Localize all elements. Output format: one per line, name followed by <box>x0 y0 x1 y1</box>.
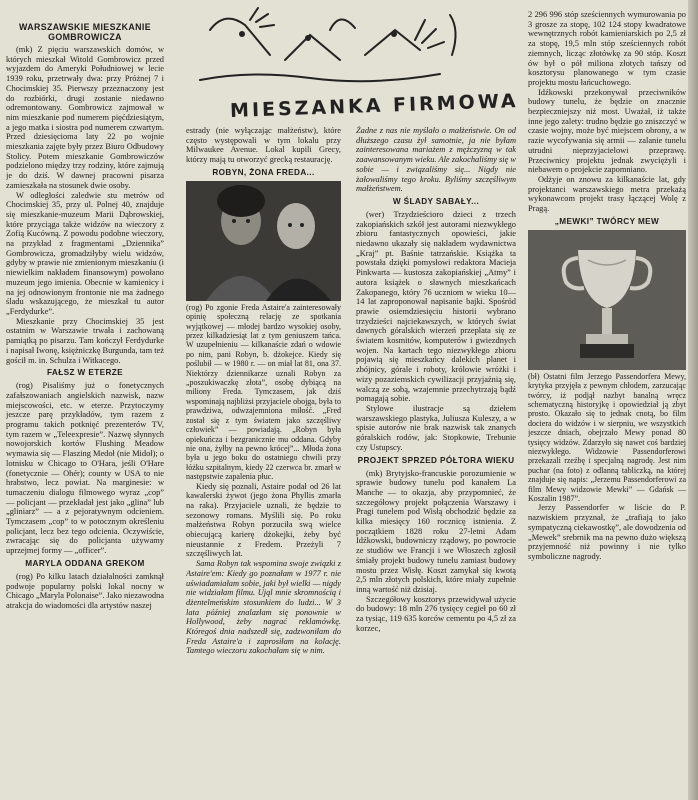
article-text: Jerzy Passendorfer w liście do P. nazwiskiem przyznał, że „trafiają to jako sympatyczną ciekawostkę”, ale dowodzenia od „Mewek” srebrnik ma na pewno dużo większą przyjemność niż powinny i nie tylko symboliczne nagrody. <box>528 503 686 561</box>
article-text: (mk) Brytyjsko-francuskie porozumienie w sprawie budowy tunelu pod kanałem La Manche — to okazja, aby przypomnieć, że szczegółowy projekt połączenia Warszawy i Pragi tunelem pod Wisłą obchodzić będzie za kilka miesięcy 160 rocznicę istnienia. Z początkiem 1828 roku 27-letni Adam Idźkowski, budowniczy rządowy, po powrocie ze studiów we Francji i we Włoszech zgłosił śmiały projekt budowy tunelu zamiast budowy mostu przez Wisłę. Koszt zamykał się kwotą 2,5 mln złotych polskich, które miały zupełnie inną wartość niż dzisiaj. <box>356 468 516 594</box>
headline-mewki: „MEWKI” TWÓRCY MEW <box>554 216 660 226</box>
article-text: (mk) Z pięciu warszawskich domów, w których mieszkał Witold Gombrowicz przed wyjazdem do Ameryki Południowej w lecie 1939 roku, przetrwały dwa: przy Próżnej 7 i Chocimskiej 35. Pierwszy przeznaczony jest do rozbiórki, drugi zostanie niedawno odremontowany. Gombrowicz zajmował w nim mieszkanie pod numerem pięćdziesiątym, a jego matka i siostra pod numerem czwartym. Przed dziesięcioma laty 22 po wojnie mieszkania zajęte były przez Biuro Odbudowy Stolicy. Potem mieszkanie Gombrowiczów podzielono między trzy rodziny, które zajmują je do dziś. W dawnej pracowni pisarza zamieszkała na stosunek dwie osoby. <box>6 45 164 190</box>
column-4 <box>528 10 686 800</box>
headline-robyn: ROBYN, ŻONA FREDA... <box>212 167 315 177</box>
article-text: (rog) Pisaliśmy już o fonetycznych zafałszowaniach angielskich nazwisk, nazw miejscowości, etc. w eterze. Przytoczymy jeszcze parę przykładów, tym razem z programu takich potknięć prezenterów TV, tym razem w „Teleexpresie”. Nazwę słynnych nowojorskich kortów Flushing Meadow wymawia się — Flaszing Medoł (nie Midoł); o lotnisku w Chicago to O'Hara, jeśli O'Hare (fonetycznie — Ohér); county w USA to nie hrabstwo, lecz powiat. Na marginesie: w tumaczeniu dialogu filmowego wyraz „cop” — policjant — przekładał jest jako „glina” lub „gliniarz” — a z pejoratywnym odcieniem. Tymczasem „cop” to w potocznym określeniu policjant, lecz bez tego odcienia. Oczywiście, zwracając się do policjanta używamy uprzejmej formy — „officer”. <box>6 381 164 556</box>
article-text: (wer) Trzydzieściorо dzieci z trzech zakopiańskich szkół jest autorami niezwykłego zbioru fantastycznych opowieści, jakie niedawno ukazały się nakładem wydawnictwa „Kraj” pt. Baśnie tatrzańskie. Książka ta powstała dzięki pomysłowi redaktora Macieja Pinkwarta — kustosza zakopiańskiej „Atmy” i autora książek o sławnych mieszkańcach Zakopanego, który 76 uczniom w wieku 10—14 lat zaproponował napisanie bajki. Spośród prawie osiemdziesięciu historii wybrano trzydzieści najciekawszych, w których świat dawnych góralskich wierzeń przeplata się ze światem kosmitów, komputerów i gwiezdnych wojen. Na kartach tego niezwykłego zbioru pojawią się mieszkańcy dalekich planet i zbójnicy, górale i roboty, królowie wróżki i wizy pozaziemskich cywilizacji przyjaźnią się, walczą ze sobą, wzajemnie przechytrzają bądź pomagają sobie. <box>356 209 516 404</box>
photo-credit: (rog) <box>186 302 202 312</box>
column-1 <box>6 0 164 800</box>
section-title: MIESZANKA FIRMOWA <box>229 89 519 123</box>
headline-gombrowicz: WARSZAWSKIE MIESZKANIE GOMBROWICZA <box>19 22 151 42</box>
article-text: Szczegółowy kosztorys przewidywał użycie do budowy: 18 mln 276 tysięcy cegieł po 60 zł za tysiąc, 119 635 korców cementu po 4,5 zł za korzec, <box>356 594 516 633</box>
headline-projekt: PROJEKT SPRZED PÓŁTORA WIEKU <box>357 455 515 465</box>
article-text: Po zgonie Freda Astaire'a zainteresowały opinię społeczną relację ze spotkania wyjątkowej — młodej bardzo wysokiej osoby, przez kilkadziesiąt lat z tym geniuszem tańca. W uzupełnieniu — kilkanaście zdań o wdowie po nim, pani Robyn, b. dżokejce. Kiedy się poślubił — w 1980 r. — on miał lat 81, ona 37. Niektórzy dziennikarze uznali Robyn za „poszukiwaczkę złota”, osobę dybiącą na miliony Freda. Tymczasem, jak dziś wspominają najbliżsi przyjaciele obojga, była to prawdziwa, odwzajemniona miłość. „Fred został się z tym światem jako szczęśliwy człowiek” — powiadają. „Robyn była opiekuńcza i bezgranicznie mu oddana. Gdyby nie ona, żyłby na pewno krócej”... Młoda żona była u jego boku do ostatniego chwili przy łóżku szpitalnym, kiedy 22 czerwca br. zmarł w następstwie zapalenia płuc. <box>186 302 341 482</box>
astaire-photo <box>186 181 341 301</box>
headline-falsz: FAŁSZ W ETERZE <box>46 368 124 378</box>
article-text: 2 296 996 stóp sześciennych wymurowania po 3 grosze za stopę, 102 124 stopy kwadratowe wewnętrznych robót kamieniarskich po 2,5 zł za stopę, 19,5 mln stóp sześciennych robót ziemnych, licząc złotówkę za 90 stóp. Koszt ów był o pół miliona złotych tańszy od kosztorysu planowanego w tym czasie projektu mostu łańcuchowego. <box>528 10 686 87</box>
article-text: Stylowe ilustracje są dziełem warszawskiego plastyka, Juliusza Kuleszy, a w spisie autorów nie brak nazwisk tak znanych góralskich rodów, jak: Stopkowie, Trebunie czy Ustupscy. <box>356 403 516 452</box>
trophy-icon <box>528 230 686 370</box>
article-text-italic: Sama Robyn tak wspomina swoje związki z Astaire'em: Kiedy go poznałam w 1977 r. nie uświadamiałam sobie, jaki był wielki — nigdy nie widziałam filmu. Ująl mnie skromnością i dżentelmeńskim stosunkiem do ludzi... W 3 lata później znalazłam się ponownie w Hollywood, żeby nagrać reklamówkę. Któregoś dnia nadszedł się, zadzwoniłam do Freda Astaire'a i zaprosiłam na kolację. Tamtego wieczoru zakochałam się w nim. <box>186 559 341 656</box>
article-text: Ostatni film Jerzego Passendorfera Mewy, krytyka przyjęła z pewnym chłodem, zarzucając twórcy, iż podjął nazbyt banalną wręcz schematyczną historyjkę i opowiedział ją zbyt prosto. Okazało się to jednak cnotą, bo film dociera do widzów i w sierpniu, we wszystkich jeszcze dniach, obejrzało Mewy ponad 80 tysięcy widzów. Zdarzyło się nawet coś bardziej niezwykłego. Widzowie Passendorferowi przekazali rzeźbę i specjalną nagrodę. Jest nim puchar (na foto) z odlanną tabliczką, na której znajduje się napis: „Jerzemu Passendorferowi za film Mewy widzowie Mewki” — Gdańsk — Koszalin 1987”. <box>528 371 686 504</box>
photo-credit: (bł) <box>528 371 540 381</box>
headline-sabala: W ŚLADY SABAŁY... <box>392 196 480 206</box>
column-3 <box>356 126 516 800</box>
page-edge <box>688 0 698 800</box>
article-text: Mieszkanie przy Chocimskiej 35 jest ostatnim w Warszawie trwała i zachowaną pamiątką po pisarzu. Tam kończył Ferdydurke i napisał Iwonę, księżniczkę Burgunda, tam też gościł m. in. Schulza i Witkacego. <box>6 316 164 365</box>
trophy-photo <box>528 230 686 370</box>
article-text: (rog) Po kilku latach działalności zamknął podwoje popularny polski lokal nocny w Chicago „Maryla Polonaise”. Jako niezawodna atrakcja do wiadomości dla artystów naszej <box>6 571 164 610</box>
photo-couple-icon <box>186 181 341 301</box>
article-text: W odległości zaledwie stu metrów od Chocimskiej 35, przy ul. Polnej 40, znajduje się mieszkanie-muzeum Marii Dąbrowskiej, które przyciąga także widzów na wieczory z Zofią Kucówną. Z powodu podobne wieczory, na przykład z fragmentami „Dziennika” Gombrowicza, gromadziłyby wielu widzów, gdyby w prawie nie zmienionym mieszkaniu (i niewielkim nakładem finansowym) powołano muzeum jego imienia. Obecnie w kamienicy i na jej odnowionym frontonie nie ma żadnego śladu wskazującego, że mieszkał tu autor „Ferdydurke”. <box>6 190 164 316</box>
article-text: Kiedy się poznali, Astaire podał od 26 lat kawalerski żywot (jego żona Phyllis zmarła na raka). Przyjaciele uznali, że będzie to sezonowy romans. Myślili się. Po roku małżeństwa Robyn porzuciła swą wielce obiecującą karierę dżokejki, żeby być nieustannie z Fredem. Przeżyli 7 szczęśliwych lat. <box>186 481 341 559</box>
headline-maryla: MARYLA ODDANA GREKOM <box>25 558 145 568</box>
column-2 <box>186 126 341 800</box>
article-text-italic: Żadne z nas nie myślało o małżeństwie. On od dłuższego czasu żył samotnie, ja nie byłam zainteresowana mariażem z mężczyzną w tak zaawansowanym wieku. Ale zakochaliśmy się w sobie — i związaliśmy się... Nigdy nie żałowaliśmy tego kroku. Byliśmy szczęśliwym małżeństwem. <box>356 126 516 194</box>
article-text: estrady (nie wyłączając małżeństw), które często występowali w tym lokalu przy Milwaukee Avenue. Lokal kupili Grecy, którzy mają tu otworzyć grecką restaurację. <box>186 126 341 165</box>
article-text: Odżyje on znowu za kilkanaście lat, gdy projektanci warszawskiego metra przekażą wykonawcom projekt trasy łączącej Wolę z Pragą. <box>528 174 686 214</box>
article-text: Idźkowski przekonywał przeciwników budowy tunelu, że będzie on znacznie bezpieczniejszy niż most. Uważał, iż także inne jego zalety: trudno będzie go zniszczyć w czasie wojny, może być miejscem obrony, a w razie wycofywania się armii — zalanie tunelu utrudni nieprzyjacielowi przeprawę. Przeciwnicy projektu jednak zwyciężyli i niebawem o projekcie zapomniano. <box>528 87 686 175</box>
